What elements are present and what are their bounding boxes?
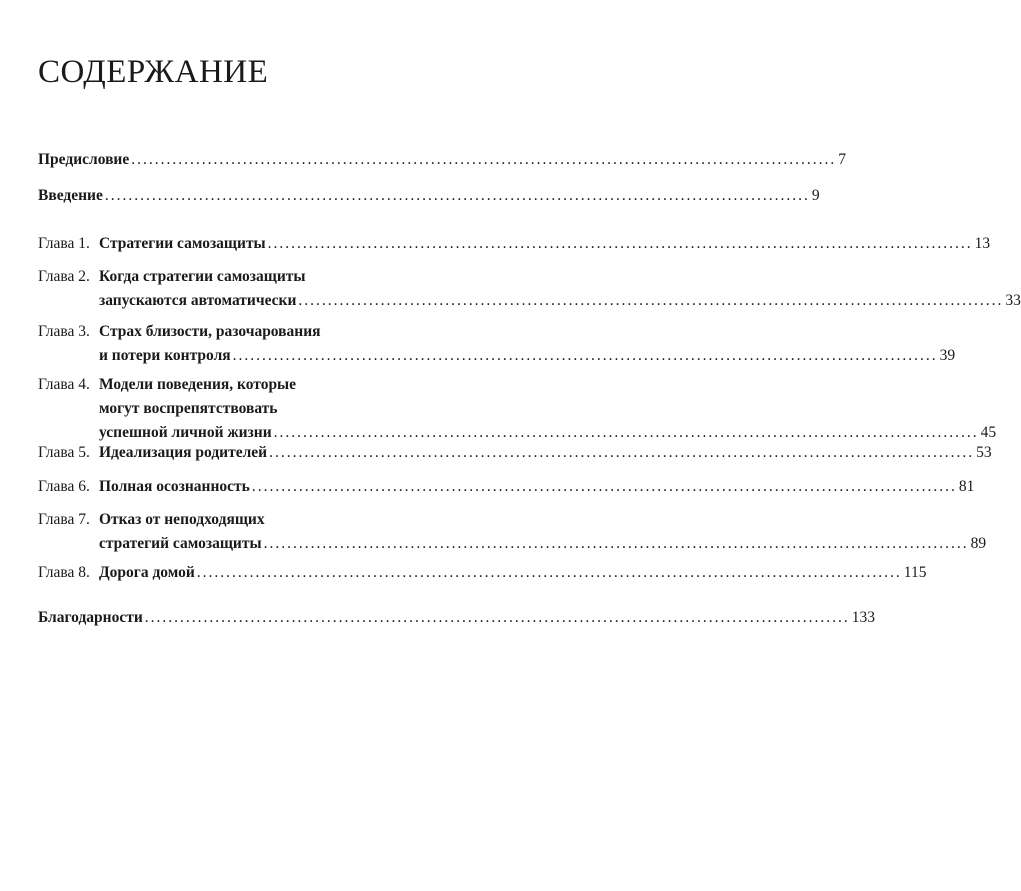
dot-leader: ........................................................................................................................	[298, 292, 1004, 309]
dot-leader: ........................................................................................................................	[251, 478, 957, 495]
dot-leader: ........................................................................................................................	[196, 564, 902, 581]
toc-entry-title: Благодарности	[38, 609, 143, 626]
toc-entry-title-continued: и потери контроля	[99, 347, 231, 364]
toc-entry-title: Предисловие	[38, 151, 130, 168]
toc-page-number: 9	[811, 187, 820, 204]
dot-leader: ........................................................................................................................	[273, 424, 979, 441]
toc-entry-chapter-6[interactable]	[38, 475, 975, 499]
toc-page-number: 39	[939, 347, 956, 364]
chapter-label: Глава 4.	[38, 376, 90, 393]
toc-entry-title-continued: успешной личной жизни	[99, 424, 272, 441]
toc-entry-chapter-4[interactable]	[38, 373, 997, 445]
toc-entry-chapter-7[interactable]	[38, 508, 987, 556]
dot-leader: ........................................................................................................................	[267, 235, 973, 252]
toc-entry-title: Когда стратегии самозащиты	[99, 268, 306, 285]
toc-entry-title: Отказ от неподходящих	[99, 511, 265, 528]
dot-leader: ........................................................................................................................	[131, 151, 837, 168]
toc-entry-title: Страх близости, разочарования	[99, 323, 321, 340]
toc-entry-title-continued: запускаются автоматически	[99, 292, 297, 309]
chapter-label: Глава 5.	[38, 444, 90, 461]
toc-entry-acknowledgements[interactable]	[38, 606, 876, 630]
dot-leader: ........................................................................................................................	[232, 347, 938, 364]
chapter-label: Глава 6.	[38, 478, 90, 495]
toc-entry-chapter-3[interactable]	[38, 320, 956, 368]
toc-page-number: 81	[958, 478, 975, 495]
toc-page-number: 115	[903, 564, 927, 581]
toc-page-number: 33	[1005, 292, 1021, 309]
chapter-label: Глава 7.	[38, 511, 90, 528]
toc-page-number: 13	[974, 235, 991, 252]
chapter-label: Глава 8.	[38, 564, 90, 581]
toc-entry-title: Идеализация родителей	[99, 444, 268, 461]
toc-entry-introduction[interactable]	[38, 184, 820, 208]
page-title: СОДЕРЖАНИЕ	[38, 54, 269, 90]
toc-entry-chapter-1[interactable]	[38, 232, 991, 256]
toc-entry-title: Полная осознанность	[99, 478, 250, 495]
toc-entry-title: Введение	[38, 187, 103, 204]
toc-entry-title-continued: могут воспрепятствовать	[99, 400, 278, 417]
toc-page-number: 89	[970, 535, 987, 552]
dot-leader: ........................................................................................................................	[263, 535, 969, 552]
toc-page-number: 53	[976, 444, 992, 461]
chapter-label: Глава 3.	[38, 323, 90, 340]
dot-leader: ........................................................................................................................	[144, 609, 850, 626]
toc-page-number: 133	[851, 609, 876, 626]
chapter-label: Глава 1.	[38, 235, 90, 252]
toc-entry-title: Стратегии самозащиты	[99, 235, 266, 252]
toc-page-number: 45	[980, 424, 997, 441]
toc-entry-chapter-8[interactable]	[38, 561, 927, 585]
chapter-label: Глава 2.	[38, 268, 90, 285]
dot-leader: ........................................................................................................................	[104, 187, 810, 204]
toc-entry-preface[interactable]	[38, 148, 846, 172]
toc-entry-title-continued: стратегий самозащиты	[99, 535, 262, 552]
toc-entry-title: Модели поведения, которые	[99, 376, 297, 393]
toc-entry-chapter-2[interactable]	[38, 265, 1021, 313]
dot-leader: ........................................................................................................................	[269, 444, 975, 461]
toc-page-number: 7	[838, 151, 846, 168]
toc-entry-title: Дорога домой	[99, 564, 195, 581]
toc-entry-chapter-5[interactable]	[38, 441, 992, 465]
